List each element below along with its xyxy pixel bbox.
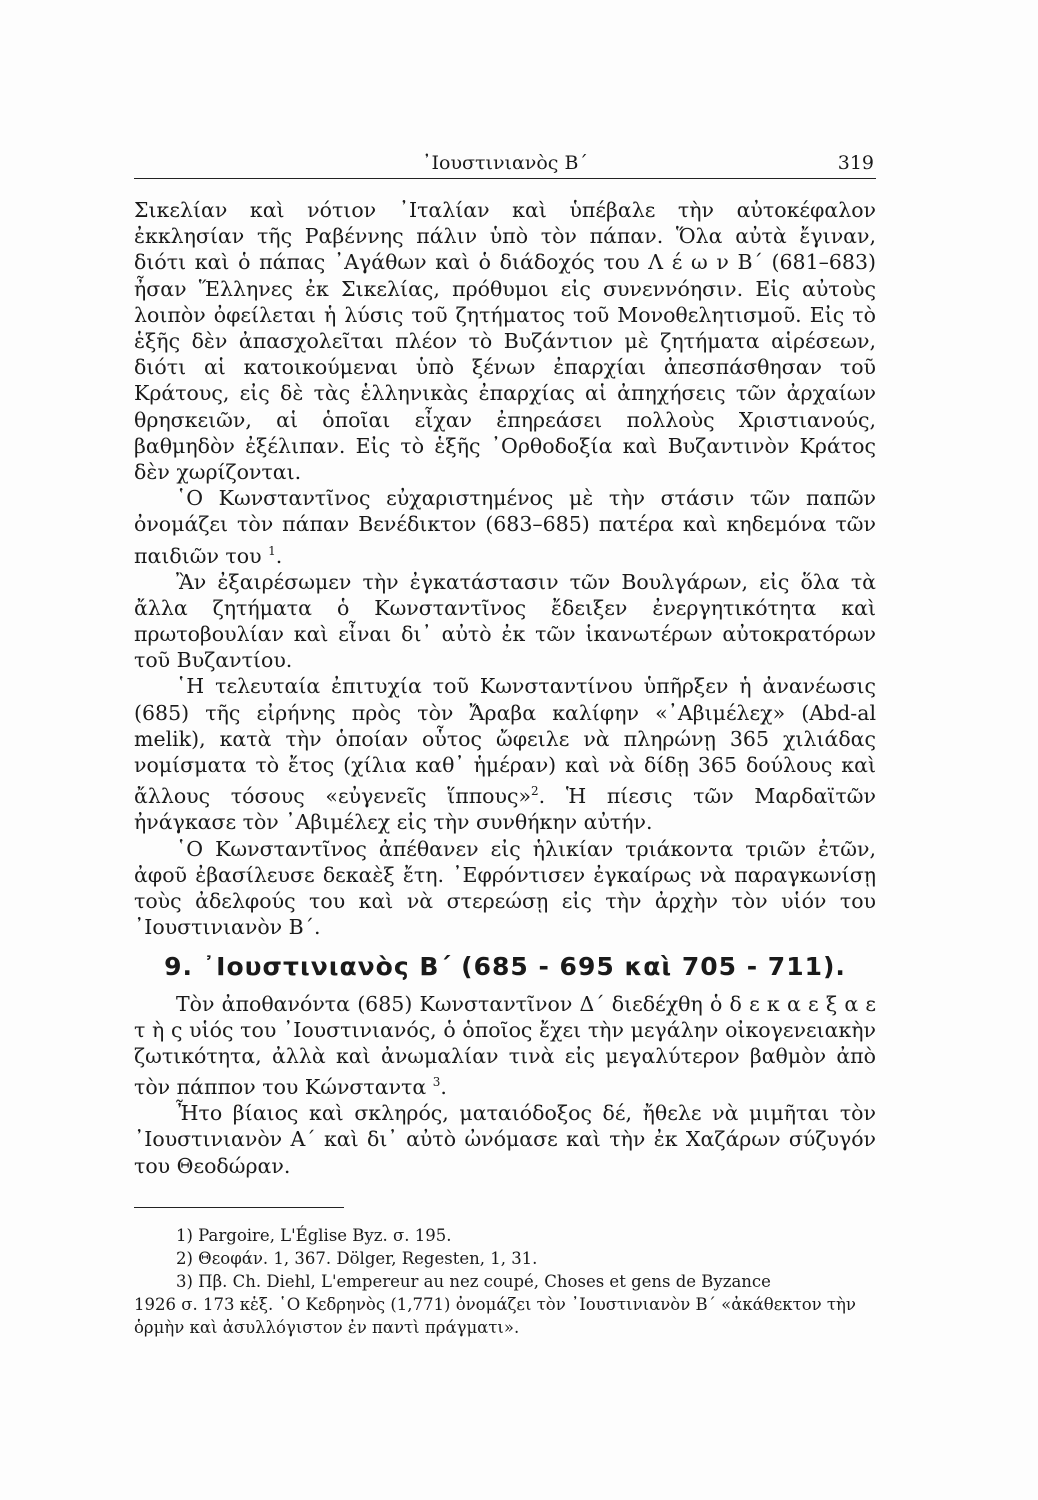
paragraph: ῾Η τελευταία ἐπιτυχία τοῦ Κωνσταντίνου ὑπῆρξεν ἡ ἀνανέωσις (685) τῆς εἰρήνης πρὸς τὸν Ἄραβα καλίφην «᾿Αβιμέλεχ» (Abd-al melik), κατὰ τὴν ὁποίαν οὗτος ὤφειλε νὰ πληρώνῃ 365 χιλιάδας νομίσματα τὸ ἔτος (χίλια καθ᾿ ἡμέραν) καὶ νὰ δίδῃ 365 δούλους καὶ ἄλλους τόσους «εὐγενεῖς ἵππους»$^2$. Ἡ πίεσις τῶν Μαρδαϊτῶν ἠνάγκασε τὸν ᾿Αβιμέλεχ εἰς τὴν συνθήκην αὐτήν.: [134, 674, 876, 835]
main-text: [134, 197, 876, 1179]
footnote-mark: 2: [531, 784, 539, 799]
paragraph: [134, 569, 876, 674]
footnote-mark: 3: [432, 1075, 441, 1090]
paragraph: [134, 197, 876, 485]
footnote-mark: 1: [268, 543, 276, 558]
paragraph-text: ῾Ο Κωνσταντῖνος ἀπέθανεν εἰς ἡλικίαν τριάκοντα τριῶν ἐτῶν, ἀφοῦ ἐβασίλευσε δεκαὲξ ἔτη. ᾿Εφρόντισεν ἐγκαίρως νὰ παραγκωνίσῃ τοὺς ἀδελφούς του καὶ νὰ στερεώσῃ εἰς τὴν ἀρχὴν τὸν υἱόν του ᾿Ιουστινιανὸν Β΄.: [134, 836, 876, 940]
footnotes: [134, 1224, 876, 1339]
book-page: [134, 148, 876, 1339]
running-head-title: ᾿Ιουστινιανὸς Β΄: [422, 152, 588, 174]
paragraph-text: ῾Η τελευταία ἐπιτυχία τοῦ Κωνσταντίνου ὑπῆρξεν ἡ ἀνανέωσις (685) τῆς εἰρήνης πρὸς τὸν Ἄραβα καλίφην «᾿Αβιμέλεχ» (Abd-al melik), κατὰ τὴν ὁποίαν οὗτος ὤφειλε νὰ πληρώνῃ 365 χιλιάδας νομίσματα τὸ ἔτος (χίλια καθ᾿ ἡμέραν) καὶ νὰ δίδῃ 365 δούλους καὶ ἄλλους τόσους «εὐγενεῖς ἵππους»: [134, 674, 876, 809]
paragraph-text: Ἦτο βίαιος καὶ σκληρός, ματαιόδοξος δέ, ἤθελε νὰ μιμῆται τὸν ᾿Ιουστινιανὸν Α΄ καὶ δι᾿ αὐτὸ ὠνόμασε καὶ τὴν ἐκ Χαζάρων σύζυγόν του Θεοδώραν.: [134, 1101, 876, 1178]
paragraph: [134, 836, 876, 941]
footnote: 2) Θεοφάν. 1, 367. Dölger, Regesten, 1, 31.: [176, 1248, 538, 1268]
paragraph: Τὸν ἀποθανόντα (685) Κωνσταντῖνον Δ΄ διεδέχθη ὁ δ ε κ α ε ξ α ε τ ὴ ς υἱός του ᾿Ιουστινιανός, ὁ ὁποῖος ἔχει τὴν μεγάλην οἰκογενειακὴν ζωτικότητα, ἀλλὰ καὶ ἀνωμαλίαν τινὰ εἰς μεγαλύτερον βαθμὸν ἀπὸ τὸν πάππον του Κώνσταντα $^3$.: [134, 991, 876, 1099]
paragraph-text: Ἡ πίεσις τῶν Μαρδαϊτῶν ἠνάγκασε τὸν ᾿Αβιμέλεχ εἰς τὴν συνθήκην αὐτήν.: [134, 784, 876, 835]
footnote-continuation: 1926 σ. 173 κἑξ. ῾Ο Κεδρηνὸς (1,771) ὀνομάζει τὸν ᾿Ιουστινιανὸν Β΄ «ἀκάθεκτον τὴν ὁρμὴν καὶ ἀσυλλόγιστον ἐν παντὶ πράγματι».: [134, 1294, 856, 1337]
paragraph-text: ῾Ο Κωνσταντῖνος εὐχαριστημένος μὲ τὴν στάσιν τῶν παπῶν ὀνομάζει τὸν πάπαν Βενέδικτον (683–685) πατέρα καὶ κηδεμόνα τῶν παιδιῶν του: [134, 486, 876, 568]
paragraph-text: Τὸν ἀποθανόντα (685) Κωνσταντῖνον Δ΄ διεδέχθη ὁ δ ε κ α ε ξ α ε τ ὴ ς υἱός του ᾿Ιουστινιανός, ὁ ὁποῖος ἔχει τὴν μεγάλην οἰκογενειακὴν ζωτικότητα, ἀλλὰ καὶ ἀνωμαλίαν τινὰ εἰς μεγαλύτερον βαθμὸν ἀπὸ τὸν πάππον του Κώνσταντα: [134, 991, 876, 1099]
running-head: [134, 148, 876, 179]
paragraph: [134, 1100, 876, 1179]
page-number: 319: [837, 152, 874, 174]
footnote-divider: [134, 1207, 344, 1208]
paragraph-text: Ἂν ἐξαιρέσωμεν τὴν ἐγκατάστασιν τῶν Βουλγάρων, εἰς ὅλα τὰ ἄλλα ζητήματα ὁ Κωνσταντῖνος ἔδειξεν ἐνεργητικότητα καὶ πρωτοβουλίαν καὶ εἶναι δι᾿ αὐτὸ ἐκ τῶν ἱκανωτέρων αὐτοκρατόρων τοῦ Βυζαντίου.: [134, 569, 876, 673]
footnote: 1) Pargoire, L'Église Byz. σ. 195.: [176, 1225, 452, 1245]
footnote: 3) Πβ. Ch. Diehl, L'empereur au nez coupé, Choses et gens de Byzance: [176, 1271, 771, 1291]
section-heading: 9. ᾿Ιουστινιανὸς Β΄ (685 - 695 καὶ 705 - 711).: [164, 952, 846, 982]
paragraph: ῾Ο Κωνσταντῖνος εὐχαριστημένος μὲ τὴν στάσιν τῶν παπῶν ὀνομάζει τὸν πάπαν Βενέδικτον (683–685) πατέρα καὶ κηδεμόνα τῶν παιδιῶν του $^1$.: [134, 486, 876, 568]
paragraph-text: Σικελίαν καὶ νότιον ᾿Ιταλίαν καὶ ὑπέβαλε τὴν αὐτοκέφαλον ἐκκλησίαν τῆς Ραβέννης πάλιν ὑπὸ τὸν πάπαν. Ὅλα αὐτὰ ἔγιναν, διότι καὶ ὁ πάπας ᾿Αγάθων καὶ ὁ διάδοχός του Λ έ ω ν Β΄ (681–683) ἦσαν Ἕλληνες ἐκ Σικελίας, πρόθυμοι εἰς συνεννόησιν. Εἰς αὐτοὺς λοιπὸν ὀφείλεται ἡ λύσις τοῦ ζητήματος τοῦ Μονοθελητισμοῦ. Εἰς τὸ ἑξῆς δὲν ἀπασχολεῖται πλέον τὸ Βυζάντιον μὲ ζητήματα αἱρέσεων, διότι αἱ κατοικούμεναι ὑπὸ ξένων ἐπαρχίαι ἀπεσπάσθησαν τοῦ Κράτους, εἰς δὲ τὰς ἑλληνικὰς ἐπαρχίας αἱ ἀπηχήσεις τῶν ἀρχαίων θρησκειῶν, αἱ ὁποῖαι εἶχαν ἐπηρεάσει πολλοὺς Χριστιανούς, βαθμηδὸν ἐξέλιπαν. Εἰς τὸ ἑξῆς ᾿Ορθοδοξία καὶ Βυζαντινὸν Κράτος δὲν χωρίζονται.: [134, 198, 876, 485]
